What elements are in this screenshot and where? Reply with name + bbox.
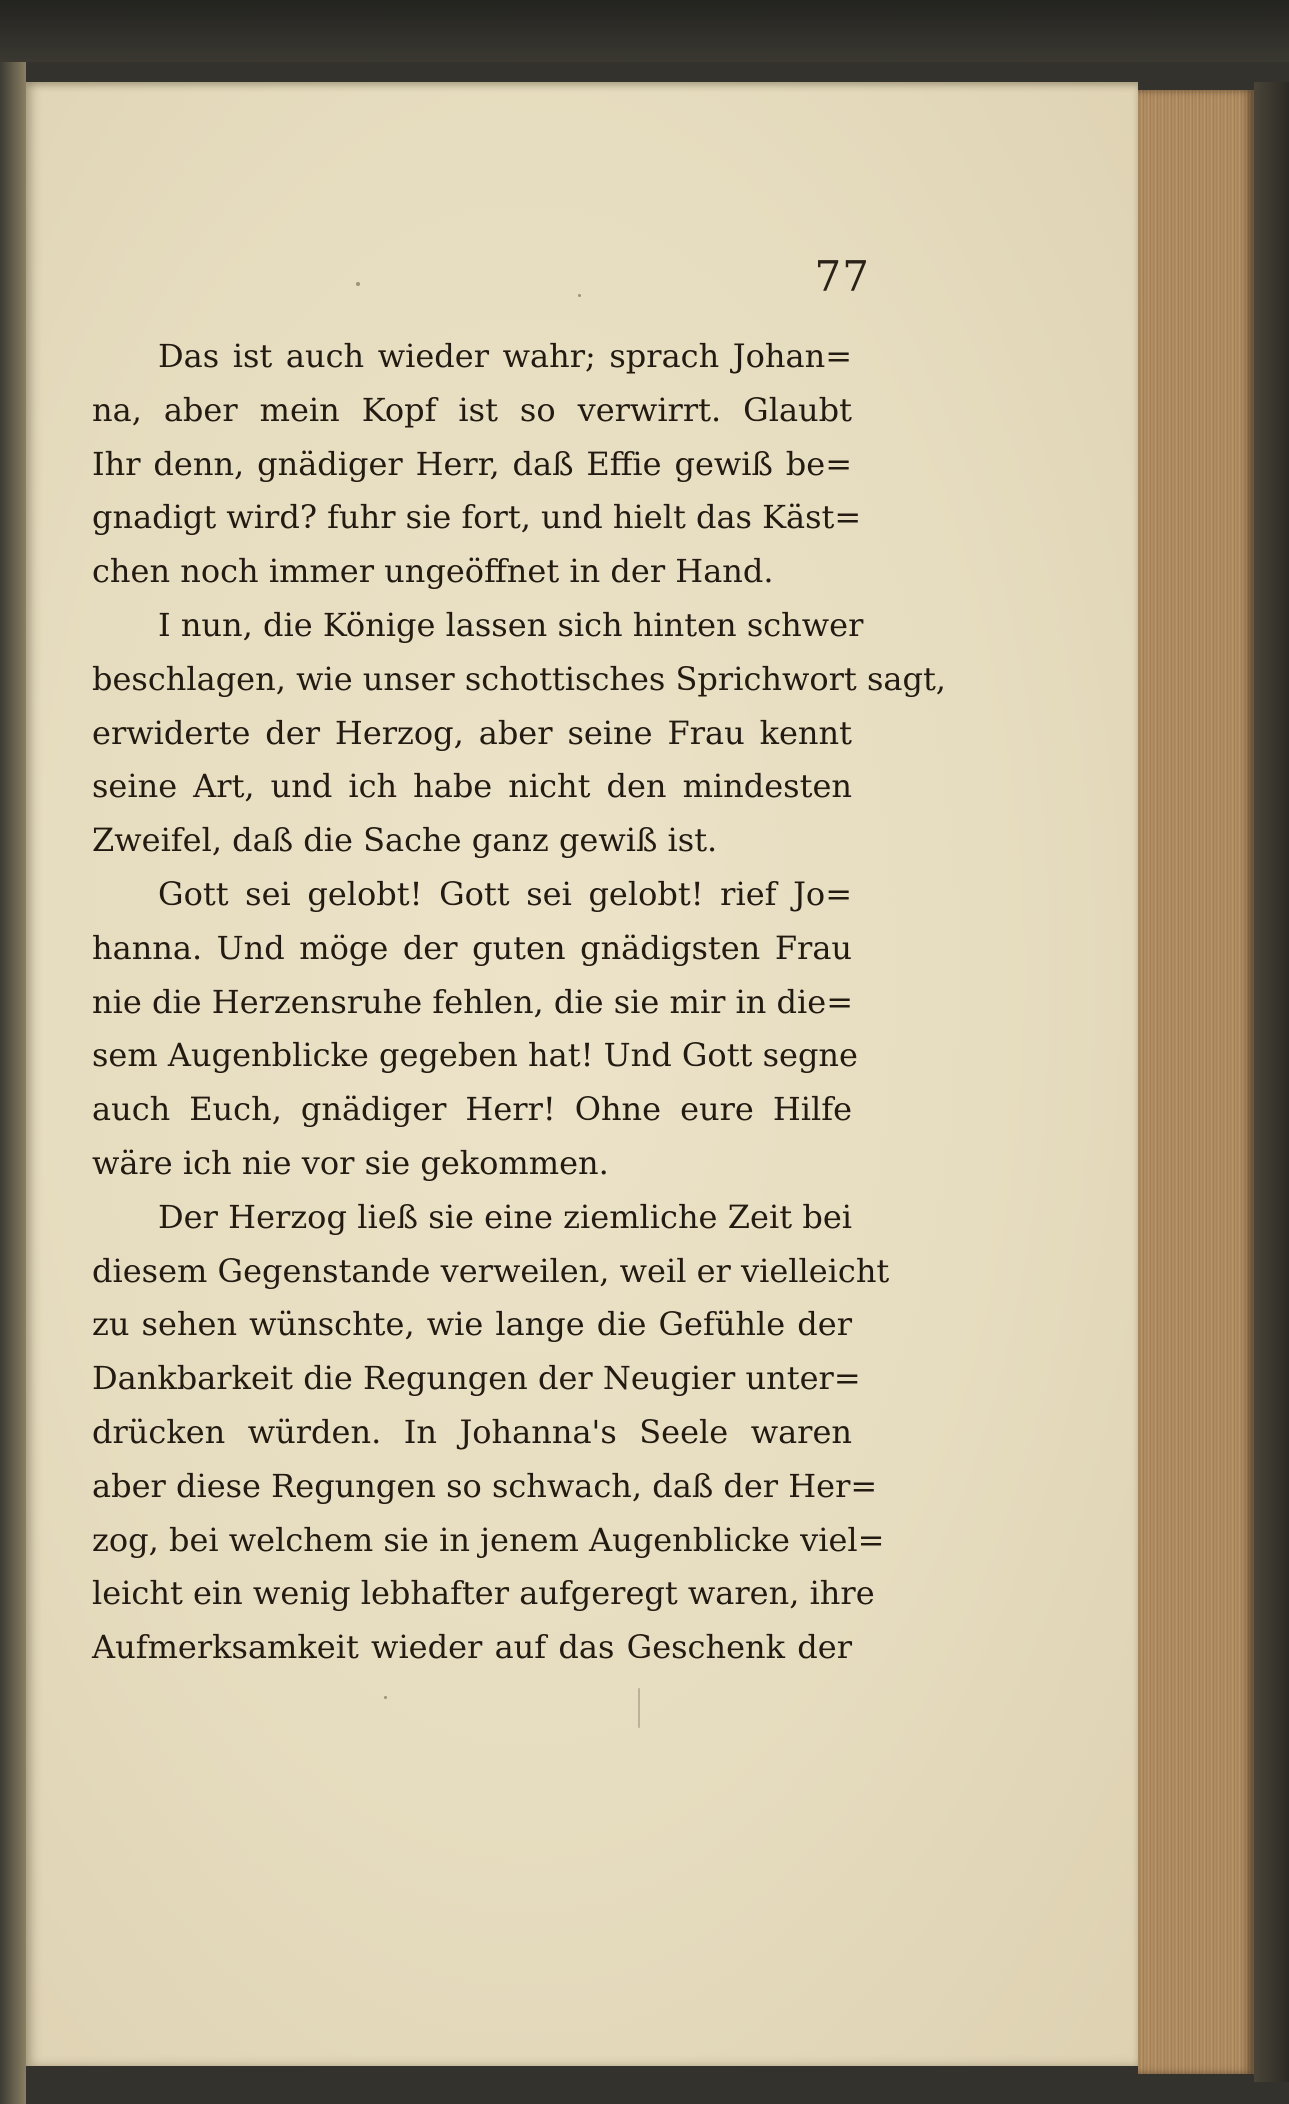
text-line: Der Herzog ließ sie eine ziemliche Zeit bei bbox=[158, 1197, 852, 1236]
paper-speck bbox=[578, 294, 581, 297]
paper-speck bbox=[384, 1696, 387, 1699]
text-line: Gott sei gelobt! Gott sei gelobt! rief Jo= bbox=[158, 874, 852, 913]
text-line: beschlagen, wie unser schottisches Sprichwort sagt, bbox=[92, 659, 946, 698]
paper-speck bbox=[356, 282, 360, 286]
text-line: drücken würden. In Johanna's Seele waren bbox=[92, 1412, 852, 1451]
text-line: zu sehen wünschte, wie lange die Gefühle der bbox=[92, 1305, 852, 1344]
text-line: nie die Herzensruhe fehlen, die sie mir in die= bbox=[92, 982, 854, 1021]
text-line: Aufmerksamkeit wieder auf das Geschenk der bbox=[92, 1628, 852, 1667]
text-line: Dankbarkeit die Regungen der Neugier unter= bbox=[92, 1359, 861, 1398]
scanner-top-edge bbox=[0, 0, 1289, 62]
text-line: seine Art, und ich habe nicht den mindesten bbox=[92, 767, 852, 806]
text-line: chen noch immer ungeöffnet in der Hand. bbox=[92, 552, 774, 591]
text-line: leicht ein wenig lebhafter aufgeregt waren, ihre bbox=[92, 1574, 875, 1613]
body-text bbox=[92, 330, 946, 1675]
text-line: sem Augenblicke gegeben hat! Und Gott segne bbox=[92, 1036, 858, 1075]
text-line: diesem Gegenstande verweilen, weil er vielleicht bbox=[92, 1251, 890, 1290]
text-line: aber diese Regungen so schwach, daß der Her= bbox=[92, 1466, 878, 1505]
text-line: Das ist auch wieder wahr; sprach Johan= bbox=[158, 337, 852, 375]
text-line: auch Euch, gnädiger Herr! Ohne eure Hilfe bbox=[92, 1090, 852, 1129]
book-gutter bbox=[0, 62, 26, 2104]
text-line: Zweifel, daß die Sache ganz gewiß ist. bbox=[92, 821, 718, 860]
book-cover-edge bbox=[1254, 82, 1289, 2082]
text-line: wäre ich nie vor sie gekommen. bbox=[92, 1143, 609, 1182]
text-line: I nun, die Könige lassen sich hinten schwer bbox=[158, 605, 864, 644]
page-stack-edges bbox=[1138, 90, 1254, 2074]
paper-speck bbox=[638, 1688, 640, 1728]
page-number: 77 bbox=[814, 252, 870, 301]
text-line: hanna. Und möge der guten gnädigsten Frau bbox=[92, 928, 852, 967]
text-line: na, aber mein Kopf ist so verwirrt. Glaubt bbox=[92, 390, 852, 429]
text-line: zog, bei welchem sie in jenem Augenblicke viel= bbox=[92, 1520, 885, 1559]
text-line: Ihr denn, gnädiger Herr, daß Effie gewiß be= bbox=[92, 444, 852, 483]
text-line: erwiderte der Herzog, aber seine Frau kennt bbox=[92, 713, 852, 752]
text-line: gnadigt wird? fuhr sie fort, und hielt das Käst= bbox=[92, 498, 862, 537]
